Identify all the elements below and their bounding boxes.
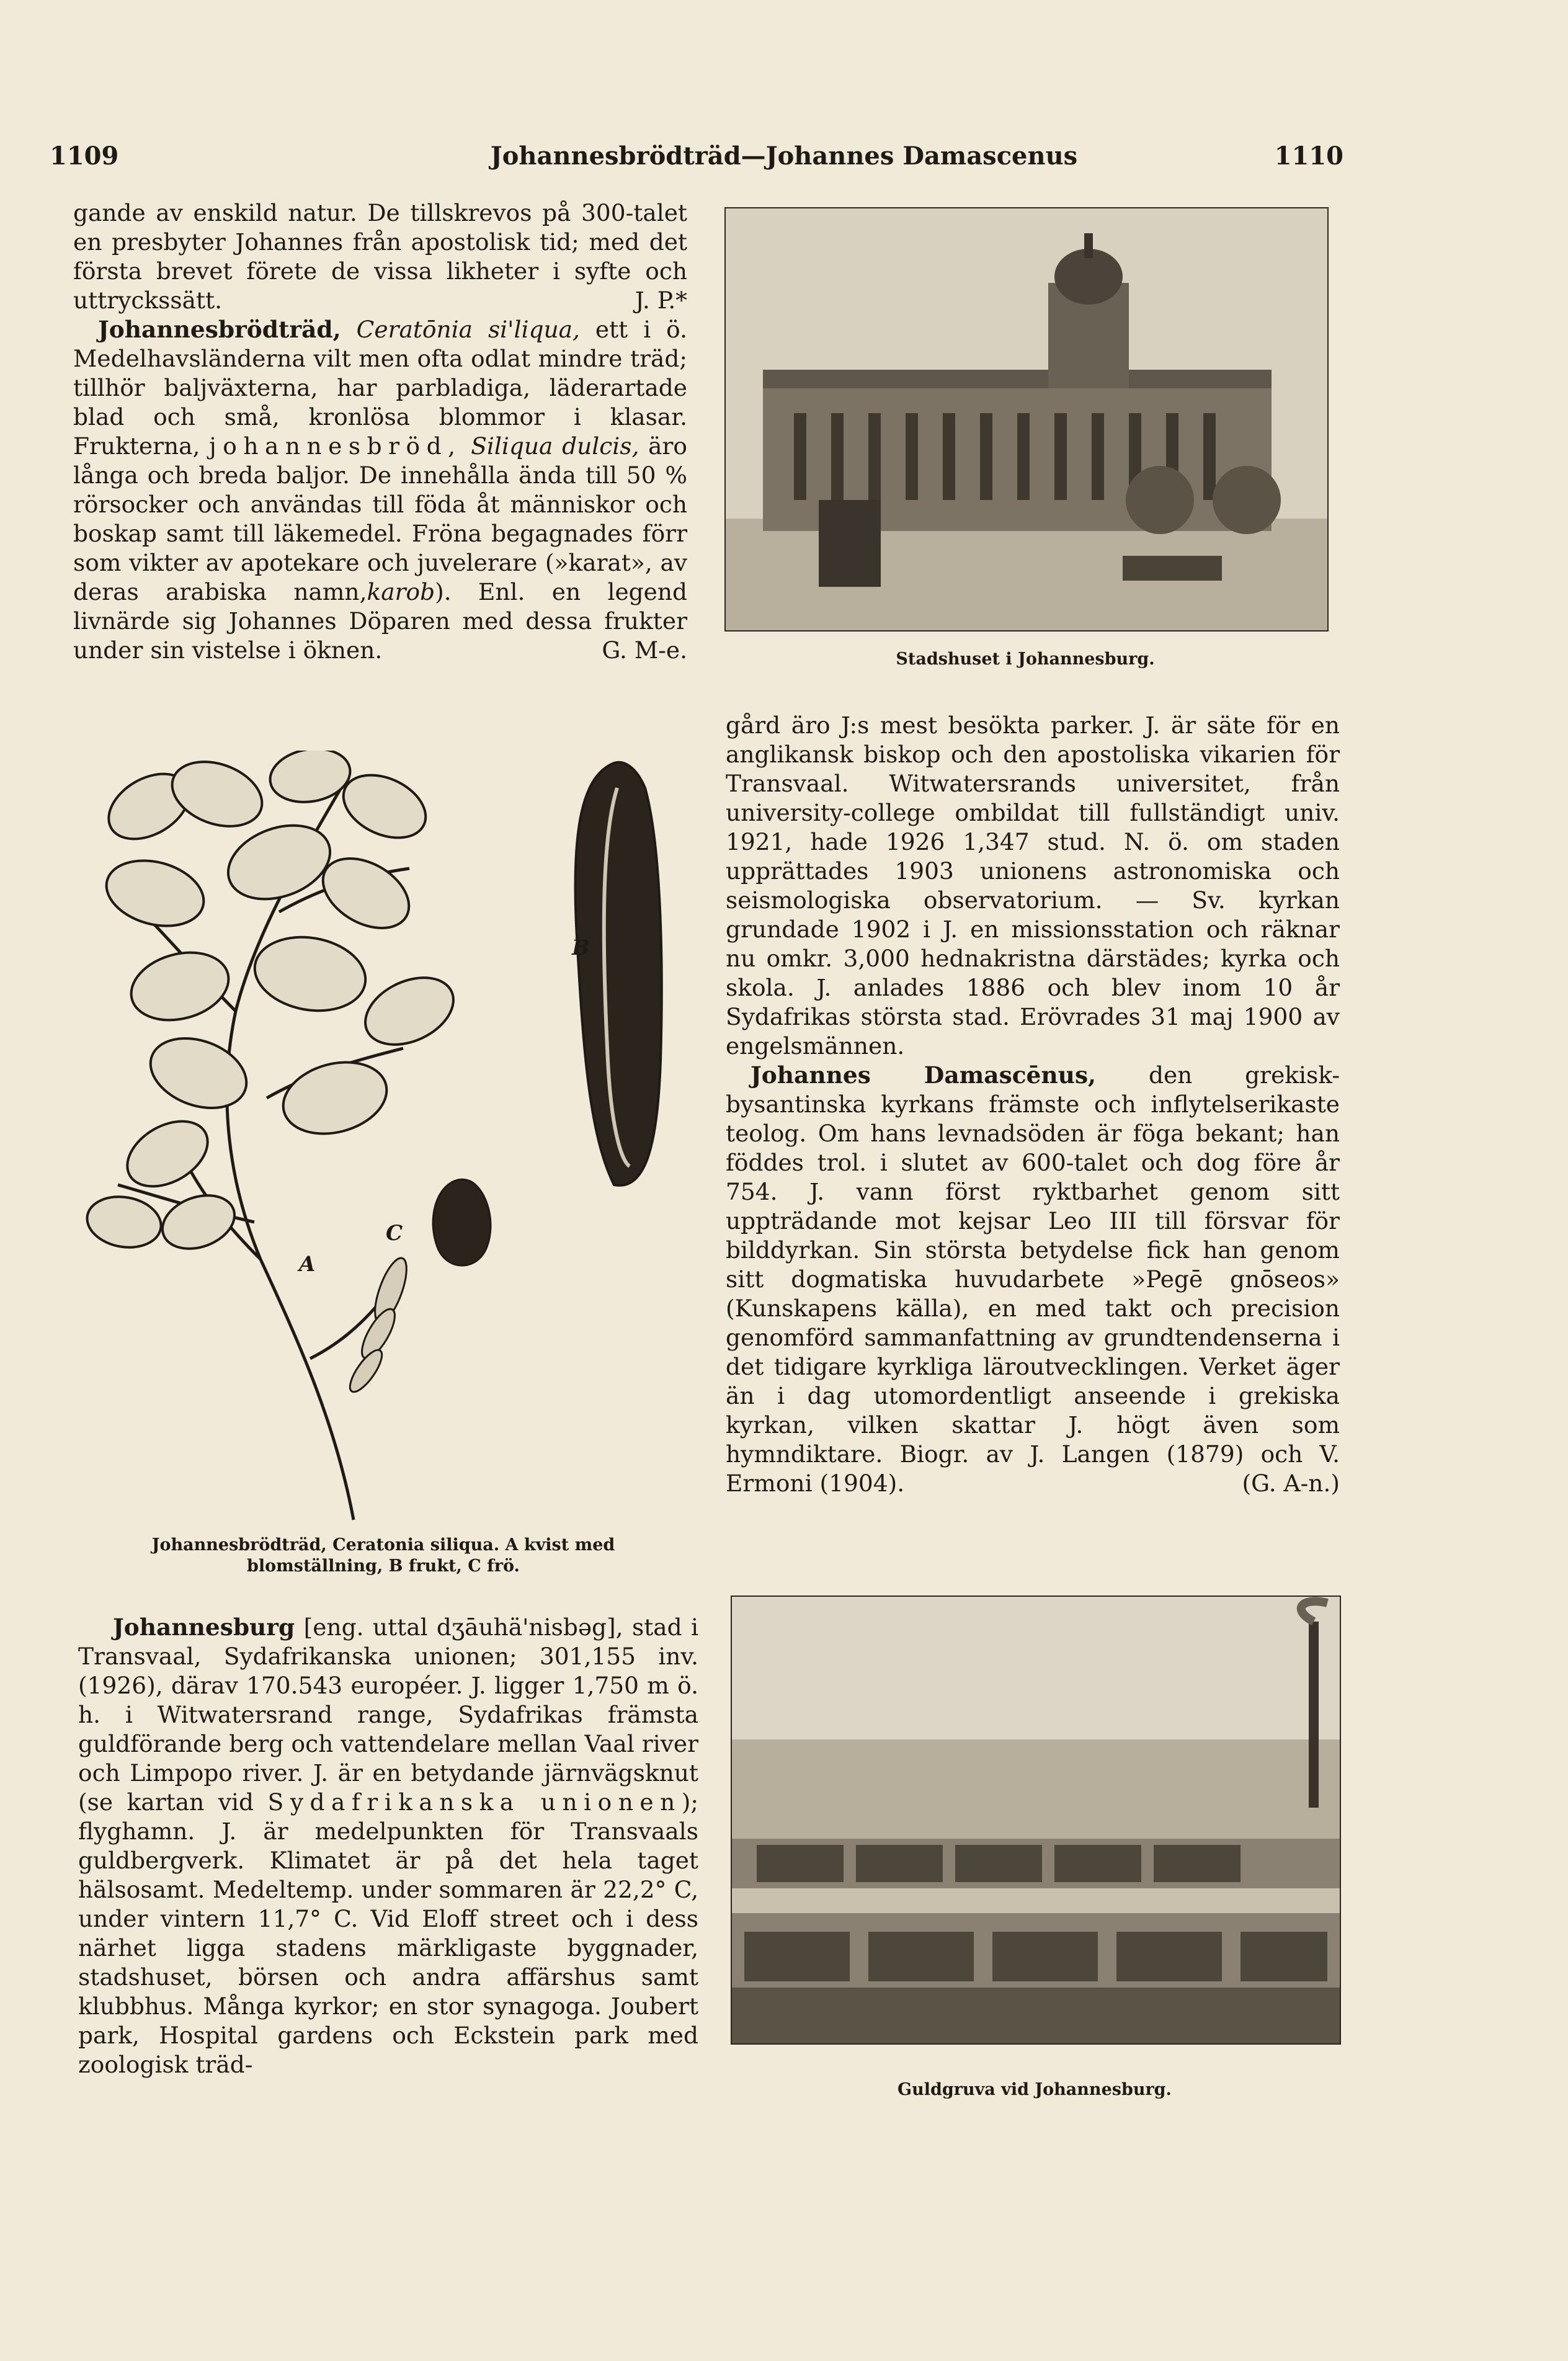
paragraph-johannesburg-cont: gård äro J:s mest besökta parker. J. är säte för en anglikansk biskop och den apostoliska vikarien för Transvaal. Witwatersrands universitet, från university-college ombildat till fullständigt univ. 1921, hade 1926 1,347 stud. N. ö. om staden upprättades 1903 unionens astronomiska och seismologiska observatorium. — Sv. kyrkan grundade 1902 i J. en missionsstation och räknar nu omkr. 3,000 hednakristna därstädes; kyrka och skola. J. anlades 1886 och blev inom 10 år Sydafrikas största stad. Erövrades 31 maj 1900 av engelsmännen. [726, 712, 1340, 1060]
paragraph-continuation: gande av enskild natur. De tillskrevos på 300-talet en presbyter Johannes från apostolisk tid; med det första brevet förete de vissa likheter i syfte och uttryckssätt. J. P.* [73, 199, 687, 314]
entry-headword: Johannesbrödträd, [98, 316, 341, 343]
page-number-left: 1109 [50, 141, 119, 171]
left-column-bottom [78, 1613, 698, 2079]
entry-johannesburg: Johannesburg [eng. uttal dʒāuhä'nisbəg], stad i Transvaal, Sydafrikanska unionen; 301,155 inv. (1926), därav 170.543 européer. J. ligger 1,750 m ö. h. i Witwatersrand range, Sydafrikas främsta guldförande berg och vattendelare mellan Vaal river och Limpopo river. J. är en betydande järnvägsknut (se kartan vid Sydafrikanska unionen); flyghamn. J. är medelpunkten för Transvaals guldbergverk. Klimatet är på det hela taget hälsosamt. Medeltemp. under sommaren är 22,2° C, under vintern 11,7° C. Vid Eloff street och i dess närhet ligga stadens märkligaste byggnader, stadshuset, börsen och andra affärshus samt klubbhus. Många kyrkor; en stor synagoga. Joubert park, Hospital gardens och Eckstein park med zoologisk träd- [78, 1613, 698, 2078]
figure-caption-carob: Johannesbrödträd, Ceratonia siliqua. A kvist med blomställning, B frukt, C frö. [151, 1535, 615, 1576]
entry-headword: Johannesburg [113, 1613, 295, 1641]
left-column-top [73, 199, 687, 665]
gold-mine-drawing [732, 1597, 1340, 2043]
city-hall-drawing [726, 208, 1327, 630]
figure-label-b: B [572, 935, 590, 960]
signature-gan: (G. A-n.) [1242, 1470, 1340, 1497]
carob-botanical-illustration [74, 751, 701, 1532]
photo-caption-gold-mine: Guldgruva vid Johannesburg. [898, 2080, 1172, 2099]
entry-headword: Johannes Damascēnus, [751, 1061, 1097, 1089]
figure-label-c: C [386, 1221, 403, 1246]
photo-gold-mine [731, 1596, 1341, 2045]
signature-jp: J. P.* [635, 287, 687, 314]
signature-gme: G. M-e. [602, 636, 687, 664]
entry-johannesbrodtrad: Johannesbrödträd, Ceratōnia si'liqua, ett i ö. Medelhavsländerna vilt men ofta odlat mindre träd; tillhör baljväxterna, har parbladiga, läderartade blad och små, kronlösa blommor i klasar. Frukterna, johannesbröd, Siliqua dulcis, äro långa och breda baljor. De innehålla ända till 50 % rörsocker och användas till föda åt människor och boskap samt till läkemedel. Fröna begagnades förr som vikter av apotekare och juvelerare (»karat», av deras arabiska namn,karob). Enl. en legend livnärde sig Johannes Döparen med dessa frukter under sin vistelse i öknen. G. M-e. [73, 316, 688, 664]
entry-johannes-damascenus: Johannes Damascēnus, den grekisk-bysantinska kyrkans främste och inflytelserikaste teolog. Om hans levnadsöden är föga bekant; han föddes trol. i slutet av 600-talet och dog före år 754. J. vann först ryktbarhet genom sitt uppträdande mot kejsar Leo III till försvar för bilddyrkan. Sin största betydelse fick han genom sitt dogmatiska huvudarbete »Pegē gnōseos» (Kunskapens källa), en med takt och precision genomförd sammanfattning av grundtendenserna i det tidigare kyrkliga läroutvecklingen. Verket äger än i dag utomordentligt anseende i grekiska kyrkan, vilken skattar J. högt även som hymndiktare. Biogr. av J. Langen (1879) och V. Ermoni (1904). (G. A-n.) [726, 1061, 1340, 1497]
photo-caption-city-hall: Stadshuset i Johannesburg. [896, 649, 1155, 669]
page-number-right: 1110 [1274, 141, 1343, 171]
figure-label-a: A [299, 1252, 316, 1277]
photo-city-hall [724, 207, 1329, 632]
running-title: Johannesbrödträd—Johannes Damascenus [490, 141, 1078, 171]
right-column-text [726, 711, 1340, 1498]
